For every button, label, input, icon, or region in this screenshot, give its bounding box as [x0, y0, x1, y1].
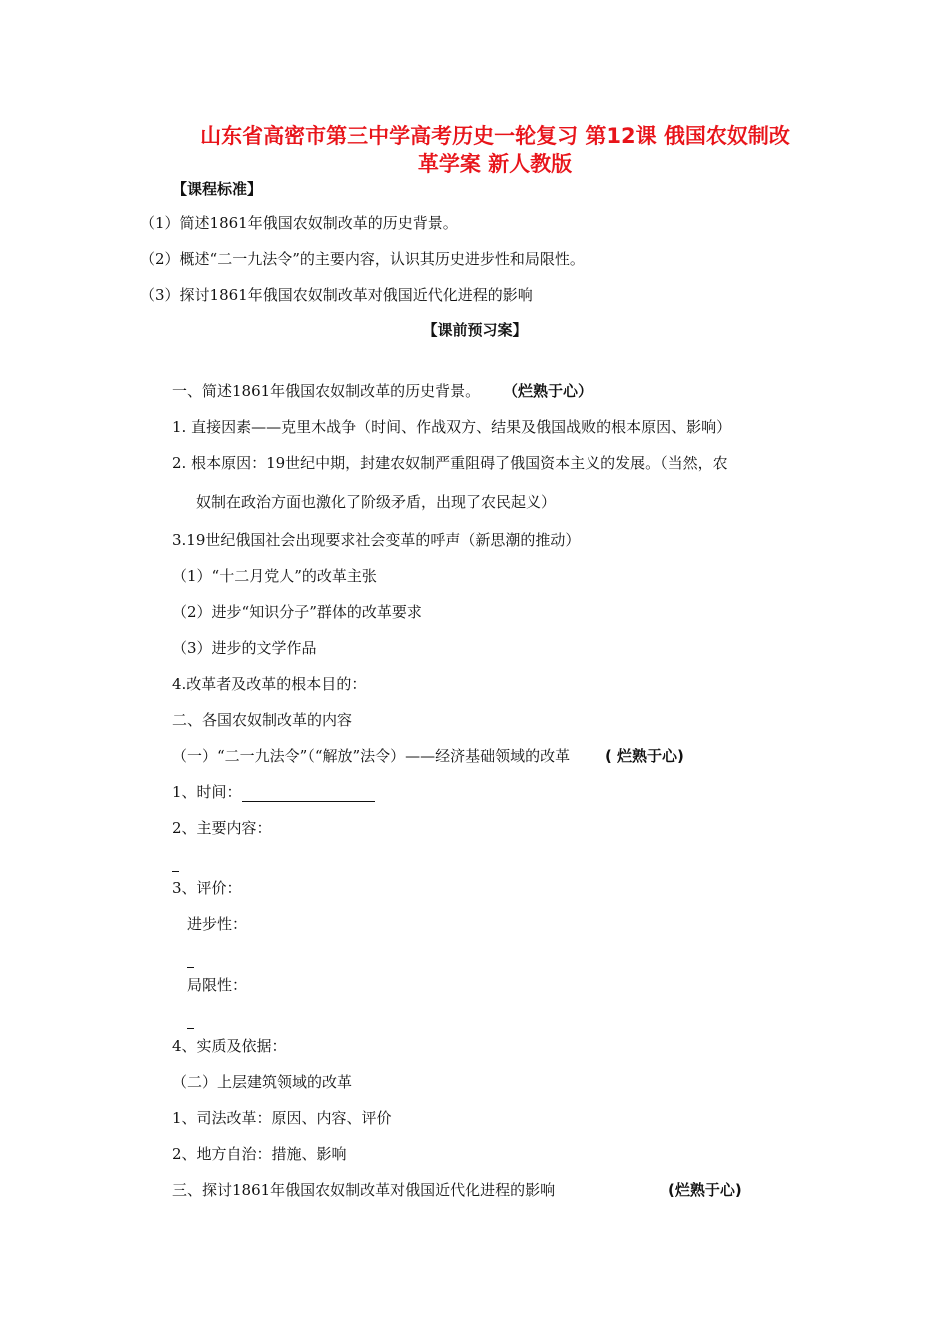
paragraph-1: 1. 直接因素——克里木战争（时间、作战双方、结果及俄国战败的根本原因、影响） — [172, 418, 732, 436]
standard-item-1: （1）简述1861年俄国农奴制改革的历史背景。 — [140, 214, 458, 232]
section-1-tag: （烂熟于心） — [502, 382, 593, 400]
subsection-1-text: （一）“二一九法令”（“解放”法令）——经济基础领域的改革 — [172, 747, 571, 765]
paragraph-3-2: （2）进步“知识分子”群体的改革要求 — [172, 603, 422, 621]
paragraph-3-3: （3）进步的文学作品 — [172, 639, 317, 657]
answer-blank-progress[interactable] — [187, 967, 194, 968]
paragraph-3-1: （1）“十二月党人”的改革主张 — [172, 567, 377, 585]
document-title — [170, 122, 820, 178]
question-3-limitation: 局限性： — [187, 976, 248, 994]
paragraph-4: 4.改革者及改革的根本目的： — [172, 675, 367, 693]
subsection-1-tag: ( 烂熟于心) — [604, 747, 684, 765]
question-1-label: 1、时间： — [172, 783, 242, 801]
standard-item-2: （2）概述“二一九法令”的主要内容，认识其历史进步性和局限性。 — [140, 250, 585, 268]
standard-item-3: （3）探讨1861年俄国农奴制改革对俄国近代化进程的影响 — [140, 286, 533, 304]
standards-heading: 【课程标准】 — [172, 180, 263, 198]
answer-blank-time[interactable] — [242, 787, 375, 802]
paragraph-2b: 奴制在政治方面也激化了阶级矛盾，出现了农民起义） — [196, 493, 557, 511]
subsection-2-heading: （二）上层建筑领域的改革 — [172, 1073, 353, 1091]
question-3-progress: 进步性： — [187, 915, 248, 933]
section-1-text: 一、简述1861年俄国农奴制改革的历史背景。 — [172, 382, 481, 400]
reform-item-2: 2、地方自治：措施、影响 — [172, 1145, 347, 1163]
section-1-heading — [172, 381, 593, 401]
title-line-2: 革学案 新人教版 — [417, 152, 573, 176]
paragraph-3: 3.19世纪俄国社会出现要求社会变革的呼声（新思潮的推动） — [172, 531, 581, 549]
title-line-1: 山东省高密市第三中学高考历史一轮复习 第12课 俄国农奴制改 — [200, 124, 790, 148]
question-2: 2、主要内容： — [172, 819, 272, 837]
question-3: 3、评价： — [172, 879, 242, 897]
paragraph-2a: 2. 根本原因：19世纪中期，封建农奴制严重阻碍了俄国资本主义的发展。（当然，农 — [172, 454, 728, 472]
question-4: 4、实质及依据： — [172, 1037, 287, 1055]
answer-blank-content[interactable] — [172, 871, 179, 872]
section-3-tag: (烂熟于心) — [668, 1181, 742, 1199]
question-1 — [172, 782, 375, 802]
reform-item-1: 1、司法改革：原因、内容、评价 — [172, 1109, 392, 1127]
answer-blank-limitation[interactable] — [187, 1028, 194, 1029]
preview-heading: 【课前预习案】 — [422, 321, 528, 339]
subsection-1-heading — [172, 746, 684, 766]
section-3-heading: 三、探讨1861年俄国农奴制改革对俄国近代化进程的影响 — [172, 1181, 556, 1199]
section-2-heading: 二、各国农奴制改革的内容 — [172, 711, 353, 729]
